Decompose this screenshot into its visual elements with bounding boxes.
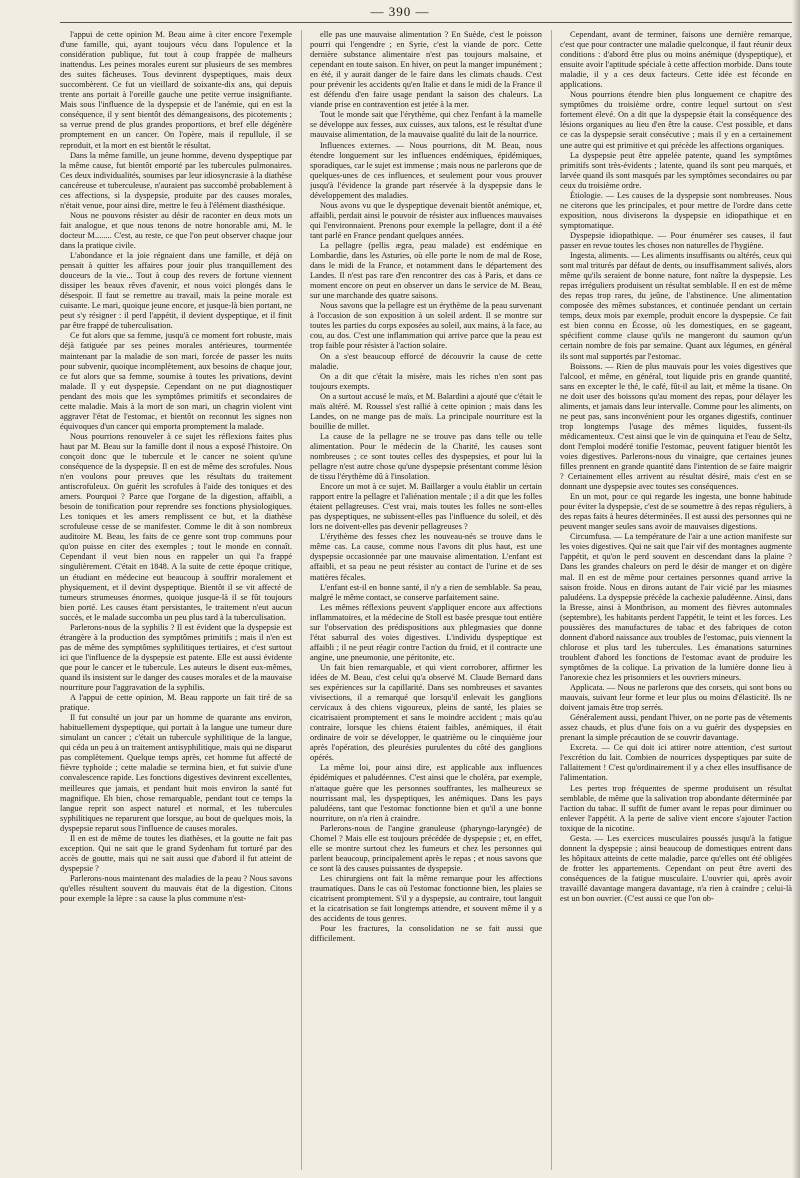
paragraph: La pellagre (pellis ægra, peau malade) est endémique en Lombardie, dans les Asturies, où elle porte le nom de mal de Rose, dans le midi de la France, et notamment dans le département des Landes. Il n'est pas rare d'en rencontrer des cas à Paris, et dans ce moment encore on peut en observer un dans le service de M. Beau, sur une marchande des quatre saisons.: [310, 240, 542, 301]
paragraph: Parlerons-nous de l'angine granuleuse (pharyngo-laryngée) de Chomel ? Mais elle est toujours précédée de dyspepsie ; et, en effet, elle se montre surtout chez les fumeurs et chez les personnes qui parlent beaucoup, principalement après le repas ; et nous savons que ce sont là des causes puissantes de dyspepsie.: [310, 823, 542, 873]
page-edge-shadow: [792, 0, 800, 1178]
paragraph: Nous avons vu que le dyspeptique devenait bientôt anémique, et, affaibli, perdait ainsi le pouvoir de résister aux influences mauvaises qui l'environnaient. Prenons pour exemple la pellagre, dont il a été tant parlé en France pendant quelques années.: [310, 200, 542, 240]
paragraph: Les chirurgiens ont fait la même remarque pour les affections traumatiques. Dans le cas où l'estomac fonctionne bien, les plaies se cicatrisent promptement. S'il y a dyspepsie, au contraire, tout languit et la cicatrisation se fait longtemps attendre, et souvent même il y a des accidents de tous genres.: [310, 873, 542, 924]
text-column-1: [60, 30, 292, 1170]
paragraph: Les pertes trop fréquentes de sperme produisent un résultat semblable, de même que la salivation trop abondante déterminée par l'action du tabac. Il suffit de fumer avant le repas pour diminuer ou enlever l'appétit. A la perte de salive vient encore s'ajouter l'action toxique de la nicotine.: [560, 783, 792, 833]
paragraph: Circumfusa. — La température de l'air a une action manifeste sur les voies digestives. Qui ne sait que l'air vif des montagnes augmente l'appétit, et qu'on le perd souvent en descendant dans la plaine ? Dans les grandes chaleurs on perd le désir de manger et on digère mal. Il en est de même pour certaines personnes quand arrive la saison froide. Nous en dirons autant de l'air vicié par les miasmes paludéens. La dyspepsie précède la cachexie paludéenne. Ainsi, dans la Bresse, ainsi à Montbrison, au moment des fièvres automnales (septembre), les habitants perdent l'appétit, le teint et les forces. Les poussières des manufactures de tabac et des fabriques de coton donnent d'abord naissance aux troubles de l'estomac, puis viennent la chlorose et plus tard les tubercules. Les émanations saturnines troublent d'abord les fonctions de l'estomac avant de produire les symptômes de la colique. La privation de la lumière donne lieu à l'anorexie chez les prisonniers et les ouvriers mineurs.: [560, 532, 792, 682]
paragraph: Parlerons-nous de la syphilis ? Il est évident que la dyspepsie est étrangère à la production des symptômes primitifs ; mais il n'en est pas de même des symptômes syphilitiques tertiaires, et c'est surtout ici que l'influence de la dyspepsie est patente. Elle est aussi évidente que pour le cancer et le tubercule. Les auteurs le disent eux-mêmes, quand ils insistent sur le danger des causes morales et de la mauvaise nourriture pour l'aggravation de la syphilis.: [60, 622, 292, 693]
paragraph: On a s'est beaucoup efforcé de découvrir la cause de cette maladie.: [310, 351, 542, 371]
paragraph: L'abondance et la joie régnaient dans une famille, et déjà on pensait à quitter les affaires pour jouir plus tranquillement des douceurs de la vie... Tout à coup des revers de fortune viennent dissiper les beaux rêves d'avenir, et nous voici plongés dans le désespoir. Il faut se remettre au travail, mais la peine morale est cuisante. Le mari, quoique jeune encore, et jusque-là bien portant, ne peut s'y résigner : il perd l'appétit, il devient dyspeptique, et il finit par être frappé de tuberculisation.: [60, 251, 292, 331]
column-divider: [551, 30, 552, 1170]
page-number: — 390 —: [370, 4, 430, 19]
column-divider: [301, 30, 302, 1170]
paragraph: Un fait bien remarquable, et qui vient corroborer, affirmer les idées de M. Beau, c'est celui qu'a observé M. Claude Bernard dans ses expériences sur la capillarité. Dans ses nombreuses et savantes vivisections, il a remarqué que lorsqu'il enlevait les ganglions cervicaux à des chiens vigoureux, pleins de santé, les plaies se cicatrisaient promptement et sans le moindre accident ; mais qu'au contraire, lorsque les chiens étaient faibles, anémiques, il était ordinaire de voir se développer, le quatrième ou le cinquième jour après l'opération, des pleurésies purulentes du côté des ganglions opérés.: [310, 662, 542, 763]
paragraph: L'enfant est-il en bonne santé, il n'y a rien de semblable. Sa peau, malgré le même contact, se conserve parfaitement saine.: [310, 582, 542, 602]
paragraph: On a dit que c'était la misère, mais les riches n'en sont pas toujours exempts.: [310, 371, 542, 391]
text-column-3: [560, 30, 792, 1170]
paragraph: La même loi, pour ainsi dire, est applicable aux influences épidémiques et paludéennes. C'est ainsi que le choléra, par exemple, n'attaque guère que les personnes souffrantes, les malheureux se nourrissant mal, les dyspeptiques, les anémiques. Dans les pays paludéens, tant que l'estomac fonctionne bien et qu'il a une bonne nourriture, on n'a rien à craindre.: [310, 763, 542, 823]
paragraph: Excreta. — Ce qui doit ici attirer notre attention, c'est surtout l'excrétion du lait. Combien de nourrices dyspeptiques par suite de l'allaitement ! C'est qu'ordinairement il y a chez elles insuffisance de l'alimentation.: [560, 743, 792, 783]
paragraph: Parlerons-nous maintenant des maladies de la peau ? Nous savons qu'elles résultent souvent du mauvais état de la digestion. Citons pour exemple la lèpre : sa cause la plus commune n'est-: [60, 873, 292, 904]
paragraph: Tout le monde sait que l'érythème, qui chez l'enfant à la mamelle se développe aux fesses, aux cuisses, aux talons, est le résultat d'une mauvaise alimentation, de la mauvaise qualité du lait de la nourrice.: [310, 110, 542, 140]
paragraph: Généralement aussi, pendant l'hiver, on ne porte pas de vêtements assez chauds, et plus d'une fois on a vu guérir des dyspepsies en prenant la simple précaution de se couvrir davantage.: [560, 713, 792, 743]
paragraph: Il en est de même de toutes les diathèses, et la goutte ne fait pas exception. Qui ne sait que le grand Sydenham fut torturé par des accès de goutte, mais qui ne sait aussi que d'abord il fut atteint de dyspepsie ?: [60, 833, 292, 873]
paragraph: Étiologie. — Les causes de la dyspepsie sont nombreuses. Nous ne citerons que les principales, et pour mettre de l'ordre dans cette exposition, nous diviserons la dyspepsie en idiopathique et en symptomatique.: [560, 190, 792, 230]
text-column-2: [310, 30, 542, 1170]
paragraph: Applicata. — Nous ne parlerons que des corsets, qui sont bons ou mauvais, suivant leur forme et leur plus ou moins d'élasticité. Ils ne doivent jamais être trop serrés.: [560, 683, 792, 713]
paragraph: Nous ne pouvons résister au désir de raconter en deux mots un fait analogue, et que nous tenons de notre honorable ami, M. le docteur M........ C'est, au reste, ce que l'on peut observer chaque jour dans la pratique civile.: [60, 210, 292, 250]
header-rule: [60, 22, 792, 23]
paragraph: Boissons. — Rien de plus mauvais pour les voies digestives que l'alcool, et même, en général, tout liquide pris en grande quantité, sans en excepter le thé, le café, fût-il au lait, et même la tisane. On ne doit user des boissons qu'au moment des repas, pour délayer les aliments, et jamais dans leur intervalle. Comme pour les aliments, on ne peut pas, sans inconvénient pour les organes digestifs, continuer trop longtemps l'usage des mêmes liquides, fussent-ils médicamenteux. C'est ainsi que le vin de quinquina et l'eau de Seltz, dont l'emploi modéré tonifie l'estomac, peuvent fatiguer bientôt les voies digestives. Parlerons-nous du vinaigre, que certaines jeunes filles prennent en grande quantité dans l'intention de se faire maigrir ? Certainement elles arrivent au résultat désiré, mais c'est en se donnant une dyspepsie avec toutes ses conséquences.: [560, 361, 792, 492]
paragraph: En un mot, pour ce qui regarde les ingesta, une bonne habitude pour éviter la dyspepsie, c'est de se soumettre à des repas réguliers, à des repas faits à heures déterminées. Il est aussi des personnes qui ne peuvent manger seules sans avoir de mauvaises digestions.: [560, 492, 792, 532]
paragraph: L'érythème des fesses chez les nouveau-nés se trouve dans le même cas. La cause, comme nous l'avons dit plus haut, est une dyspepsie occasionnée par une mauvaise alimentation. L'enfant est affaibli, et sa peau ne peut résister au contact de l'urine et de ses matières fécales.: [310, 532, 542, 582]
paragraph: Encore un mot à ce sujet. M. Baillarger a voulu établir un certain rapport entre la pellagre et l'aliénation mentale ; il a dit que les folles étaient pellagreuses. C'est vrai, mais toutes les folles ne sont-elles pas dyspeptiques, ne subissent-elles pas l'influence du soleil, et dès lors ne doivent-elles pas devenir pellagreuses ?: [310, 482, 542, 532]
paragraph: Dyspepsie idiopathique. — Pour énumérer ses causes, il faut passer en revue toutes les choses non naturelles de l'hygiène.: [560, 230, 792, 250]
paragraph: elle pas une mauvaise alimentation ? En Suède, c'est le poisson pourri qui l'engendre ; en Syrie, c'est la viande de porc. Cette dernière substance alimentaire n'est pas toujours malsaine, et cependant en toute saison. En hiver, on peut la manger impunément ; en été, il y aurait danger de le faire dans les climats chauds. C'est pour prévenir les accidents qu'en Italie et dans le midi de la France il est défendu d'en faire usage pendant la saison des chaleurs. La viande prise en contravention est jetée à la mer.: [310, 30, 542, 110]
paragraph: La dyspepsie peut être appelée patente, quand les symptômes primitifs sont très-évidents ; latente, quand ils sont peu marqués, et larvée quand ils sont masqués par les symptômes secondaires ou par ceux du troisième ordre.: [560, 150, 792, 190]
paragraph: Nous savons que la pellagre est un érythème de la peau survenant à l'occasion de son exposition à un soleil ardent. Il se montre sur toutes les parties du corps exposées au soleil, aux mains, à la face, au cou, au dos. C'est une inflammation qui arrive parce que la peau est trop faible pour résister à l'action solaire.: [310, 301, 542, 351]
paragraph: Pour les fractures, la consolidation ne se fait aussi que difficilement.: [310, 924, 542, 944]
paragraph: Dans la même famille, un jeune homme, devenu dyspeptique par la même cause, fut bientôt emporté par les tubercules pulmonaires. Ces deux individualités, soumises par leur idiosyncrasie à la diathèse cancéreuse et tuberculeuse, n'auraient pas succombé probablement à ces affections, si la dyspepsie, produite par des causes morales, n'était venue, pour ainsi dire, mettre le feu à l'élément diasthésique.: [60, 150, 292, 210]
paragraph: Ce fut alors que sa femme, jusqu'à ce moment fort robuste, mais déjà fatiguée par ses peines morales antérieures, tourmentée maintenant par la maladie de son mari, forcée de passer les nuits pour subvenir, quoique incomplètement, aux besoins de chaque jour, ce fut alors que sa femme, soumise à toutes les privations, devint malade. Il y eut dyspepsie. Cependant on ne put diagnostiquer pendant des mois que les symptômes primitifs et secondaires de cette maladie. Mais à la mort de son mari, un chagrin violent vint aggraver l'état de l'estomac, et bientôt on reconnut les signes non équivoques d'un cancer qui emporta promptement la malade.: [60, 331, 292, 431]
paragraph: La cause de la pellagre ne se trouve pas dans telle ou telle alimentation. Pour le médecin de la Charité, les causes sont nombreuses ; ce sont toutes celles des dyspepsies, et pour lui la pellagre n'est autre chose qu'une dyspepsie présentant comme lésion de tissu l'érythème dû à l'insolation.: [310, 431, 542, 482]
paragraph: Gesta. — Les exercices musculaires poussés jusqu'à la fatigue donnent la dyspepsie ; ainsi beaucoup de domestiques entrent dans les hôpitaux atteints de cette maladie, parce qu'elles ont été obligées de frotter les appartements. Cependant on peut être averti des conséquences de la fatigue musculaire. L'ouvrier qui, après avoir travaillé davantage mangera davantage, n'a rien à craindre ; celui-là est un bon ouvrier. (C'est aussi ce que l'on ob-: [560, 833, 792, 904]
paragraph: Nous pourrions renouveler à ce sujet les réflexions faites plus haut par M. Beau sur la famille dont il nous a exposé l'histoire. On conçoit donc que le tubercule et le cancer ne soient qu'une conséquence de la dyspepsie. Il en est de même des scrofules. Nous n'en voulons pour preuves que les résultats du traitement antiscrofuleux. On guérit les scrofules à l'aide des toniques et des amers. Pourquoi ? Parce que l'organe de la digestion, affaibli, a besoin de tonification pour reprendre ses fonctions physiologiques. Les toniques et les amers remplissent ce but, et la diathèse scrofuleuse cesse de se manifester. Comme le dit à son nombreux auditoire M. Beau, les faits de ce genre sont trop communs pour qu'on puisse en citer des exemples ; tout le monde en connaît. Cependant il veut bien nous en rappeler un qui l'a frappé singulièrement. C'était en 1848. A la suite de cette époque critique, un étudiant en médecine eut beaucoup à souffrir moralement et physiquement, et il devint dyspeptique. Bientôt il se vit affecté de tumeurs strumeuses énormes, quoique jusque-là il se fût toujours bien porté. Les causes étant persistantes, le traitement n'eut aucun succès, et le malade succomba un peu plus tard à la tuberculisation.: [60, 431, 292, 622]
paragraph: Influences externes. — Nous pourrions, dit M. Beau, nous étendre longuement sur les influences endémiques, épidémiques, sporadiques, car le sujet est immense ; mais nous ne parlerons que de quelques-unes de ces influences, et seulement pour vous prouver jusqu'à l'évidence la grande part réservée à la dyspepsie dans le développement des maladies.: [310, 140, 542, 200]
paragraph: Il fut consulté un jour par un homme de quarante ans environ, habituellement dyspeptique, qui portait à la langue une tumeur dure simulant un cancer ; c'était un tubercule syphilitique de la langue, qui céda un peu à un traitement antisyphilitique, mais qui ne disparut pas complètement. Quelque temps après, cet homme fut affecté de fièvre typhoïde ; cette maladie se termina bien, et fut suivie d'une convalescence rapide. Les fonctions digestives devinrent excellentes, meilleures que jamais, et pendant huit mois environ la santé fut magnifique. Eh bien, chose remarquable, pendant tout ce temps la langue reprit son aspect naturel et normal, et les tubercules syphilitiques ne reparurent que lorsque, au bout de quelques mois, la dyspepsie reparut sous l'influence de causes morales.: [60, 713, 292, 833]
paragraph: Les mêmes réflexions peuvent s'appliquer encore aux affections inflammatoires, et la médecine de Stoll est basée presque tout entière sur l'observation des prédispositions aux phlegmasies que donne l'état saburral des voies digestives. L'individu dyspeptique est affaibli ; il ne peut réagir contre l'action du froid, et il contracte une angine, une pneumonie, une péritonite, etc.: [310, 602, 542, 662]
paragraph: Ingesta, aliments. — Les aliments insuffisants ou altérés, ceux qui sont mal triturés par défaut de dents, ou insuffisamment salivés, alors même qu'ils seraient de bonne nature, font naître la dyspepsie. Les repas irréguliers produisent un résultat semblable. Il en est de même des repas trop rares, du jeûne, de l'abstinence. Une alimentation composée des mêmes substances, et continuée pendant un certain temps, deux mois par exemple, produit encore la dyspepsie. Ce fait est bien connu en Écosse, où les domestiques, en se gageant, spécifient comme clause qu'ils ne mangeront du saumon qu'un certain nombre de fois par semaine. Quant aux légumes, en général ils sont mal supportés par l'estomac.: [560, 251, 792, 361]
paragraph: On a surtout accusé le maïs, et M. Balardini a ajouté que c'était le maïs altéré. M. Roussel s'est rallié à cette opinion ; mais dans les Landes, on ne mange pas de maïs. La principale nourriture est la bouillie de millet.: [310, 391, 542, 431]
paragraph: Cependant, avant de terminer, faisons une dernière remarque, c'est que pour contracter une maladie quelconque, il faut réunir deux conditions : d'abord être plus ou moins anémique (dyspeptique), et ensuite avoir l'aptitude spéciale à cette affection morbide. Dans toute maladie, il y a ces deux facteurs. Cette idée est féconde en applications.: [560, 30, 792, 90]
paragraph: Nous pourrions étendre bien plus longuement ce chapitre des symptômes du troisième ordre, contre lequel surtout on s'est fortement élevé. On a dit que la dyspepsie était la conséquence des lésions organiques au lieu d'en être la cause. C'est possible, et dans ce cas la dyspepsie serait consécutive ; mais il y en a certainement une autre qui est primitive et qui précède les affections organiques.: [560, 90, 792, 150]
paragraph: l'appui de cette opinion M. Beau aime à citer encore l'exemple d'une famille, qui, ayant toujours vécu dans l'opulence et la considération publique, fut tout à coup frappée de malheurs inattendus. Les peines morales eurent sur plusieurs de ses membres des suites fâcheuses. Tous devinrent dyspeptiques, mais deux succombèrent. Ce fut un vieillard de soixante-dix ans, qui depuis trente ans portait à l'oreille gauche une petite verrue insignifiante. Mais sous l'influence de la dyspepsie et de l'anémie, qui en est la conséquence, il y sent bientôt des démangeaisons, des picotements ; sa verrue prend de plus grandes proportions, et bref elle dégénère promptement en un cancer. On l'opère, mais il repullule, il se reproduit, et la mort en est bientôt le résultat.: [60, 30, 292, 150]
paragraph: A l'appui de cette opinion, M. Beau rapporte un fait tiré de sa pratique.: [60, 693, 292, 713]
